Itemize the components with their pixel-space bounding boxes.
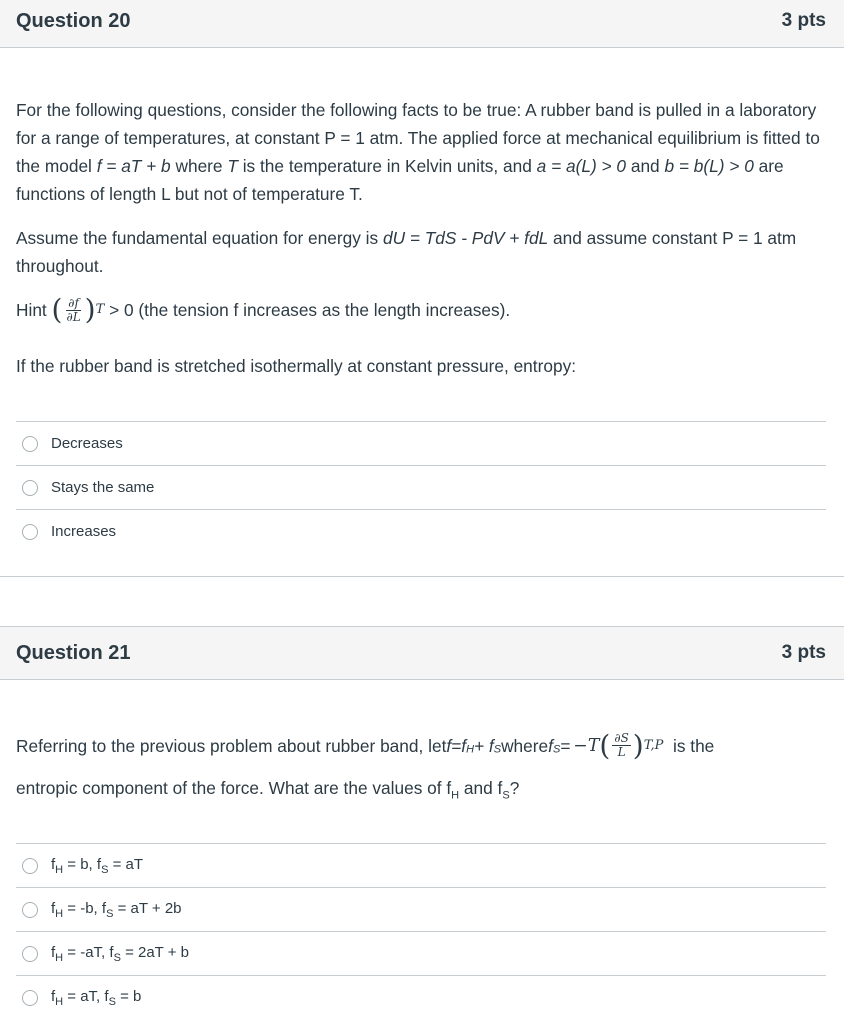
question-20-prompt: If the rubber band is stretched isothermally at constant pressure, entropy: [16, 356, 577, 376]
answer-option[interactable]: Decreases [16, 421, 826, 465]
question-20-intro: For the following questions, consider the following facts to be true: A rubber band is pulled in a laboratory for a range of temperatures, at constant P = 1 atm. The applied force at mechanical equilibrium is fitted to the model f = aT + b where T is the temperature in Kelvin units, and a = a(L) > 0 and b = b(L) > 0 are functions of length L but not of temperature T. [16, 100, 820, 204]
question-21-title: Question 21 [16, 641, 131, 664]
radio-button[interactable] [22, 990, 38, 1006]
hint-partial-fraction: $\frac{\partial f}{\partial L}$ [66, 295, 81, 324]
radio-button[interactable] [22, 436, 38, 452]
radio-button[interactable] [22, 946, 38, 962]
answer-option[interactable]: Stays the same [16, 465, 826, 509]
question-20-header [0, 0, 844, 48]
question-divider [0, 576, 844, 577]
question-20-assumption: Assume the fundamental equation for energy is dU = TdS - PdV + fdL and assume constant P = 1 atm throughout. [16, 228, 797, 276]
radio-button[interactable] [22, 858, 38, 874]
answer-option[interactable]: $f_H = -aT$, $f_S = 2aT + b$ [16, 931, 826, 975]
answer-option[interactable]: Increases [16, 509, 826, 553]
question-20-answers [16, 421, 826, 553]
answer-option[interactable]: $f_H = b$, $f_S$ = aT [16, 843, 826, 887]
radio-button[interactable] [22, 902, 38, 918]
answer-option[interactable]: $f_H$ = aT, $f_S = b$ [16, 975, 826, 1019]
radio-button[interactable] [22, 524, 38, 540]
radio-button[interactable] [22, 480, 38, 496]
question-20-hint: Hint ( $\frac{\partial f}{\partial L}$ ) T > 0 (the tension f increases as the length increases). [16, 293, 511, 326]
answer-option[interactable]: $f_H = -b$, $f_S$ = aT + 2b [16, 887, 826, 931]
entropy-partial-fraction: $\frac{\partial S}{L}$ [614, 731, 629, 760]
question-20-title: Question 20 [16, 9, 131, 32]
question-21-answers [16, 843, 826, 1019]
question-21-header [0, 626, 844, 680]
question-21-text-line2: entropic component of the force. What are the values of $f_H$ and $f_S$? [16, 778, 520, 802]
question-20-points: 3 pts [781, 10, 826, 31]
question-21-text-line1: Referring to the previous problem about rubber band, let f=f $_H$ + f $_S$ where f $_S$ = −T ( $\frac{\partial S}{L}$ ) T,P is the [16, 728, 715, 762]
question-21-points: 3 pts [781, 642, 826, 663]
